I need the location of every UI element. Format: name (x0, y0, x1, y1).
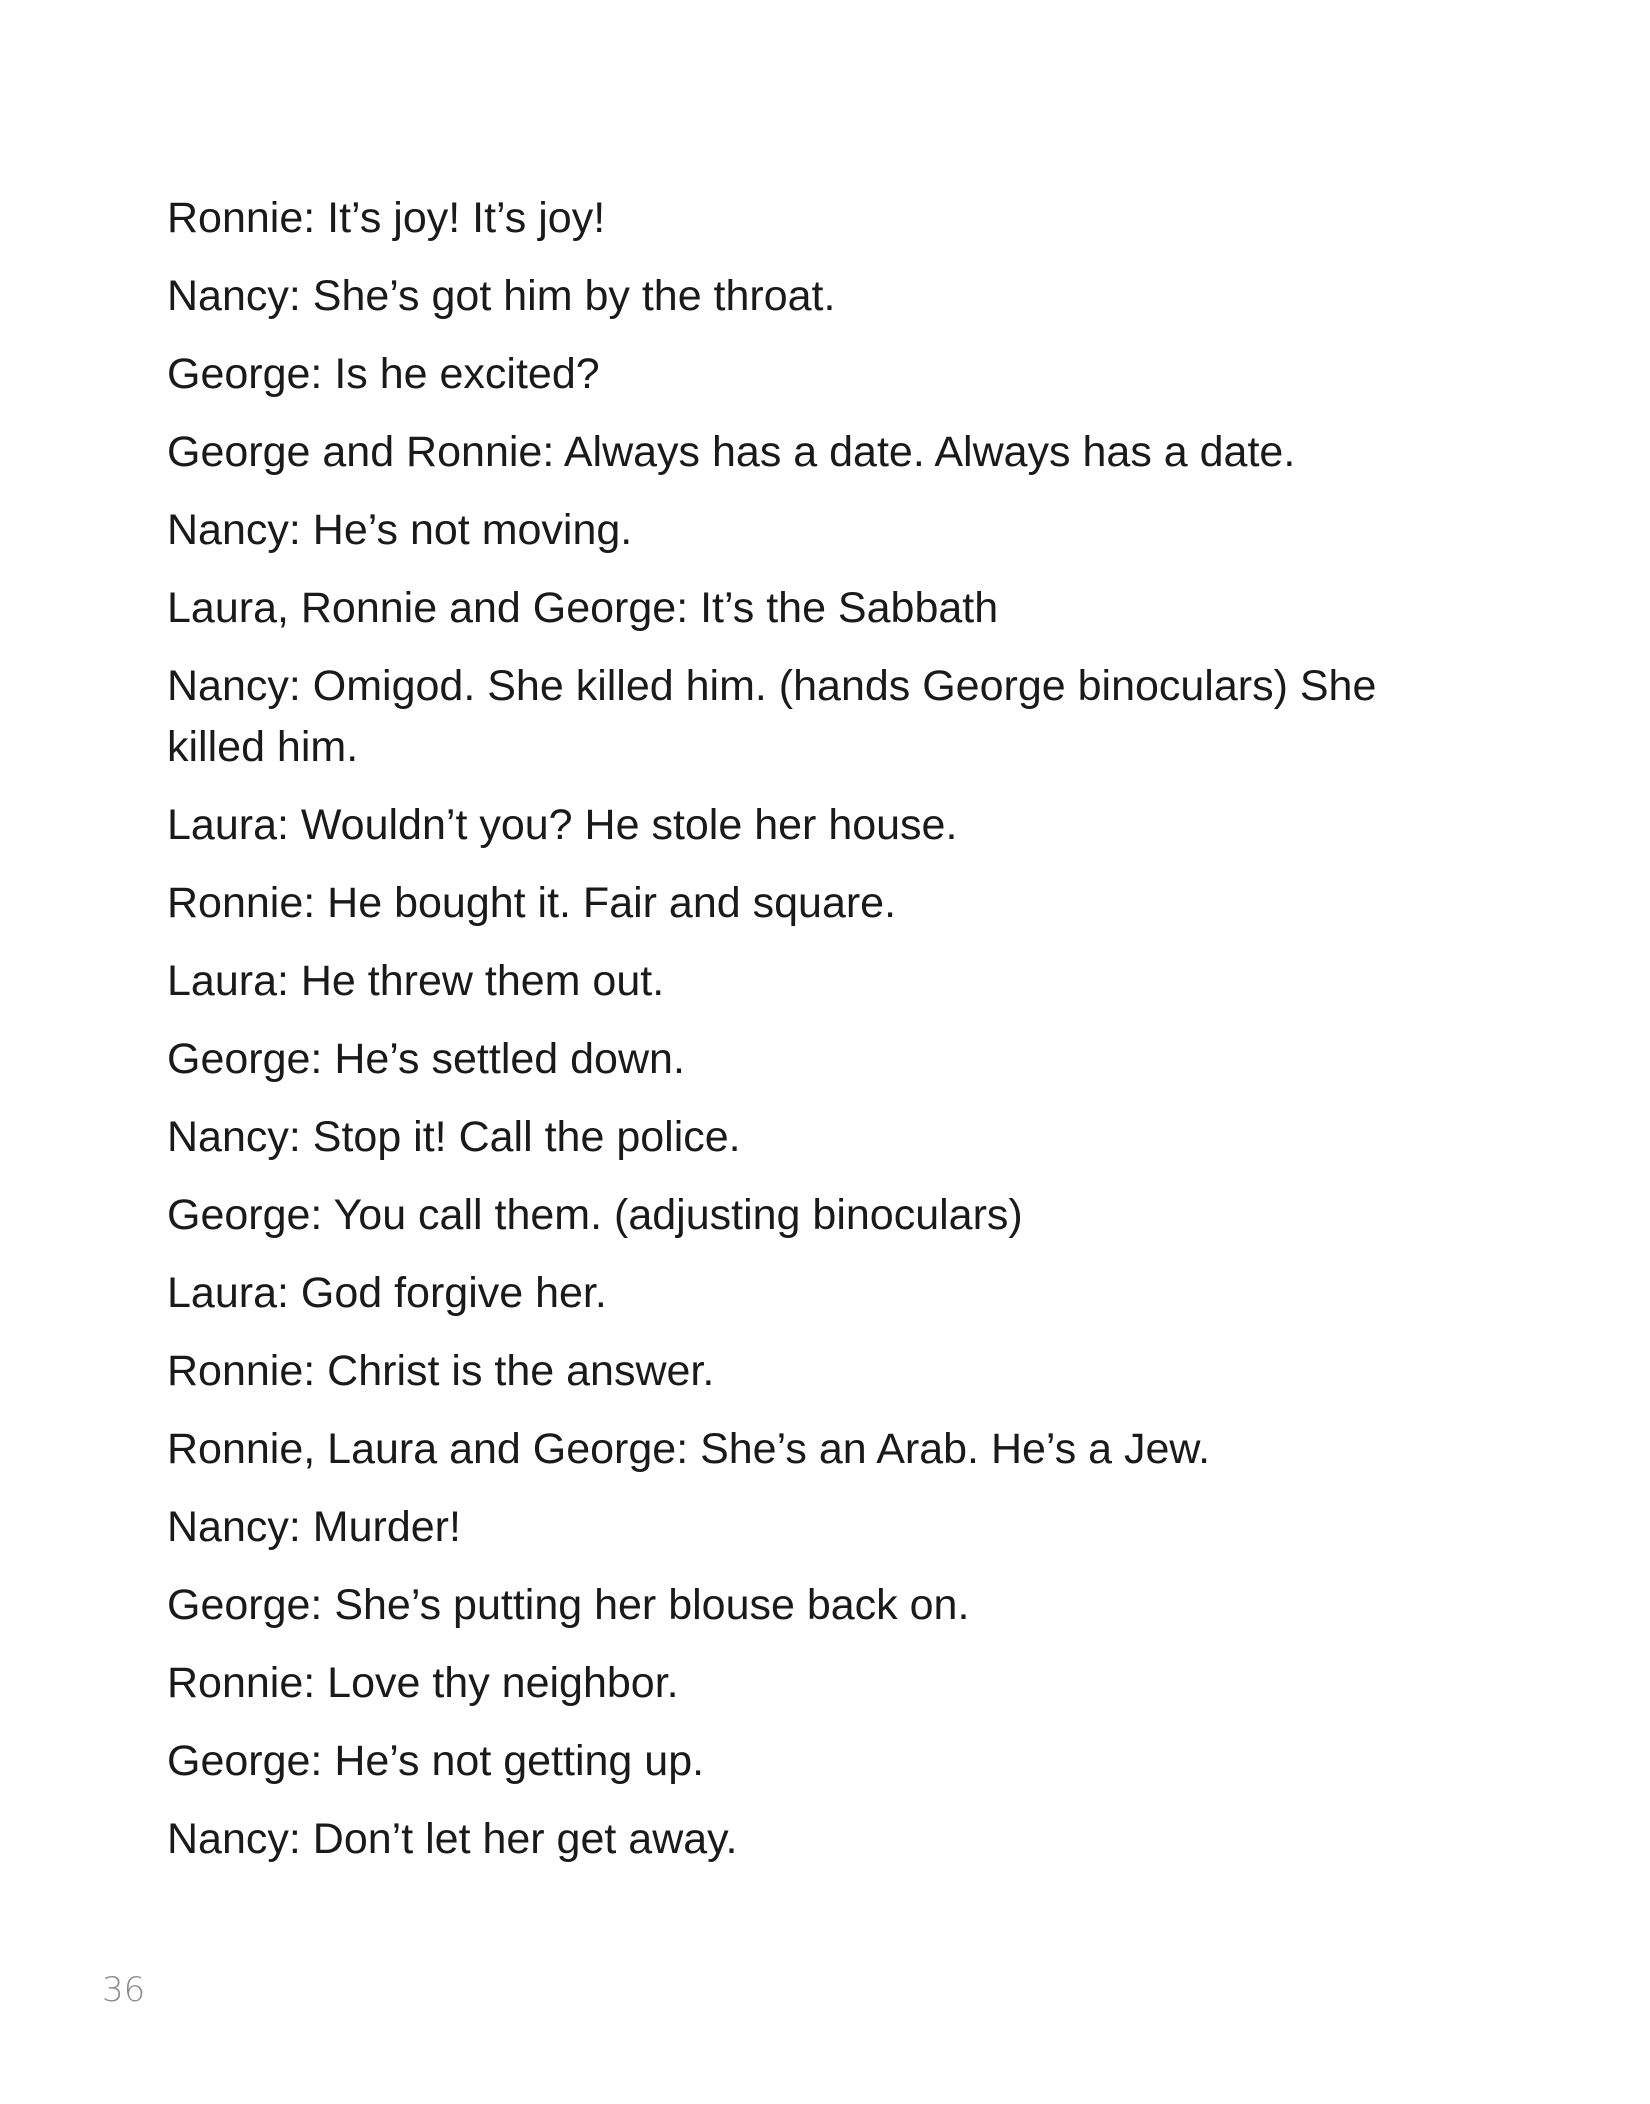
dialogue-line: Ronnie, Laura and George: She’s an Arab. He’s a Jew. (167, 1425, 1211, 1473)
script-dialogue (167, 188, 1467, 1887)
dialogue-line: Laura: He threw them out. (167, 957, 665, 1005)
dialogue-line: Ronnie: It’s joy! It’s joy! (167, 194, 606, 242)
dialogue-line: Laura: Wouldn’t you? He stole her house. (167, 801, 958, 849)
dialogue-line: George: She’s putting her blouse back on. (167, 1581, 970, 1629)
dialogue-line: Nancy: Don’t let her get away. (167, 1815, 738, 1863)
dialogue-line: Ronnie: He bought it. Fair and square. (167, 879, 897, 927)
dialogue-line: George: You call them. (adjusting binoculars) (167, 1191, 1023, 1239)
dialogue-line: Nancy: Omigod. She killed him. (hands George binoculars) She killed him. (167, 662, 1377, 771)
dialogue-line: Nancy: He’s not moving. (167, 506, 633, 554)
dialogue-line: Ronnie: Christ is the answer. (167, 1347, 715, 1395)
dialogue-line: Ronnie: Love thy neighbor. (167, 1659, 679, 1707)
dialogue-line: George: Is he excited? (167, 350, 600, 398)
dialogue-line: George and Ronnie: Always has a date. Always has a date. (167, 428, 1296, 476)
page-number: 36 (102, 1970, 146, 2010)
dialogue-line: Laura: God forgive her. (167, 1269, 607, 1317)
dialogue-line: Nancy: Murder! (167, 1503, 461, 1551)
dialogue-line: Nancy: Stop it! Call the police. (167, 1113, 741, 1161)
dialogue-line: George: He’s settled down. (167, 1035, 685, 1083)
dialogue-line: Laura, Ronnie and George: It’s the Sabbath (167, 584, 999, 632)
dialogue-line: Nancy: She’s got him by the throat. (167, 272, 836, 320)
dialogue-line: George: He’s not getting up. (167, 1737, 705, 1785)
